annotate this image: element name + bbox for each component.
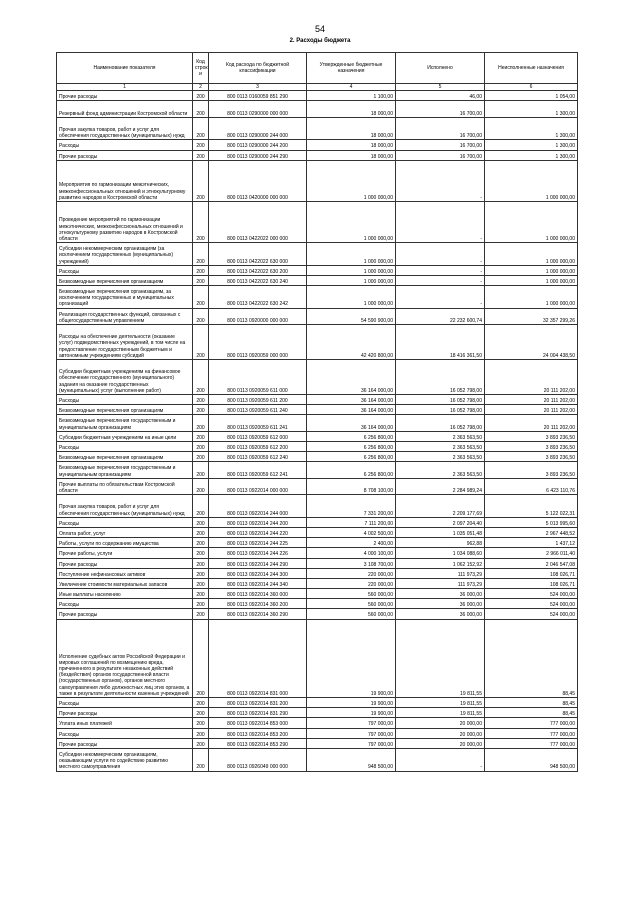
row-unexecuted: 20 111 202,00 <box>485 405 578 415</box>
table-row <box>57 117 578 140</box>
row-kbk: 800 0113 0922014 244 290 <box>209 558 307 568</box>
row-executed: 16 700,00 <box>396 101 485 117</box>
row-kbk: 800 0113 0922014 360 200 <box>209 599 307 609</box>
table-body <box>57 91 578 771</box>
row-line-code: 200 <box>193 708 209 718</box>
row-executed: 2 284 989,24 <box>396 478 485 494</box>
row-kbk: 800 0113 0922014 244 220 <box>209 527 307 537</box>
row-kbk: 800 0113 0926049 000 000 <box>209 748 307 771</box>
table-row <box>57 599 578 609</box>
row-name: Реализация государственных функций, связанных с общегосударственным управлением <box>57 308 193 324</box>
row-name: Исполнение судебных актов Российской Федерации и мировых соглашений по возмещению вреда, причиненного в результате незаконных действий (бездействия) органов государственной власти (государственных органов), органов местного самоуправления либо должностных лиц этих органов, а также в результате деятельности казенных учреждений <box>57 619 193 697</box>
table-row <box>57 431 578 441</box>
row-kbk: 800 0113 0922014 360 290 <box>209 609 307 619</box>
row-kbk: 800 0113 0422022 630 200 <box>209 265 307 275</box>
row-approved: 948 500,00 <box>307 748 396 771</box>
row-line-code: 200 <box>193 405 209 415</box>
row-approved: 6 256 800,00 <box>307 431 396 441</box>
row-name: Безвозмездные перечисления государственным и муниципальным организациям <box>57 415 193 431</box>
row-line-code: 200 <box>193 578 209 588</box>
row-line-code: 200 <box>193 478 209 494</box>
row-approved: 1 000 000,00 <box>307 243 396 266</box>
row-unexecuted: 20 111 202,00 <box>485 395 578 405</box>
row-line-code: 200 <box>193 160 209 201</box>
row-executed: 20 000,00 <box>396 728 485 738</box>
row-line-code: 200 <box>193 117 209 140</box>
row-unexecuted: 524 000,00 <box>485 589 578 599</box>
table-row <box>57 698 578 708</box>
row-kbk: 800 0113 0922014 831 200 <box>209 698 307 708</box>
row-executed: 36 000,00 <box>396 599 485 609</box>
row-kbk: 800 0113 0922014 244 226 <box>209 548 307 558</box>
row-line-code: 200 <box>193 538 209 548</box>
row-executed: 962,88 <box>396 538 485 548</box>
row-line-code: 200 <box>193 589 209 599</box>
row-unexecuted: 2 967 448,52 <box>485 527 578 537</box>
row-unexecuted: 777 000,00 <box>485 728 578 738</box>
row-line-code: 200 <box>193 517 209 527</box>
row-kbk: 800 0113 0922014 831 000 <box>209 619 307 697</box>
row-unexecuted: 108 026,71 <box>485 568 578 578</box>
row-kbk: 800 0113 0922014 000 000 <box>209 478 307 494</box>
row-kbk: 800 0113 0420000 000 000 <box>209 160 307 201</box>
table-row <box>57 150 578 160</box>
table-row <box>57 558 578 568</box>
row-name: Мероприятия по гармонизации межэтнических, межконфессиональных отношений и этнокультурному развитию народов в Костромской области <box>57 160 193 201</box>
row-line-code: 200 <box>193 415 209 431</box>
table-row <box>57 360 578 395</box>
row-name: Прочие расходы <box>57 150 193 160</box>
row-kbk: 800 0113 0922014 853 200 <box>209 728 307 738</box>
row-kbk: 800 0113 0922014 244 225 <box>209 538 307 548</box>
row-line-code: 200 <box>193 495 209 518</box>
row-line-code: 200 <box>193 325 209 360</box>
row-unexecuted: 6 423 110,76 <box>485 478 578 494</box>
row-approved: 220 000,00 <box>307 578 396 588</box>
page-number: 54 <box>314 24 325 34</box>
row-executed: 16 052 798,00 <box>396 415 485 431</box>
row-line-code: 200 <box>193 568 209 578</box>
row-approved: 18 000,00 <box>307 101 396 117</box>
row-approved: 797 000,00 <box>307 728 396 738</box>
row-line-code: 200 <box>193 265 209 275</box>
row-unexecuted: 777 000,00 <box>485 738 578 748</box>
row-name: Расходы <box>57 140 193 150</box>
row-line-code: 200 <box>193 101 209 117</box>
row-name: Прочая закупка товаров, работ и услуг для обеспечения государственных (муниципальных) нужд <box>57 117 193 140</box>
row-kbk: 800 0113 0422022 630 242 <box>209 286 307 309</box>
row-unexecuted: 1 300,00 <box>485 117 578 140</box>
table-row <box>57 568 578 578</box>
row-name: Работы, услуги по содержанию имущества <box>57 538 193 548</box>
table-row <box>57 748 578 771</box>
table-row <box>57 275 578 285</box>
row-approved: 36 164 000,00 <box>307 415 396 431</box>
row-approved: 36 164 000,00 <box>307 360 396 395</box>
row-approved: 36 164 000,00 <box>307 405 396 415</box>
row-unexecuted: 1 300,00 <box>485 150 578 160</box>
row-executed: 2 097 204,40 <box>396 517 485 527</box>
row-unexecuted: 2 046 547,08 <box>485 558 578 568</box>
row-kbk: 800 0113 0290000 000 000 <box>209 101 307 117</box>
row-executed: 16 700,00 <box>396 117 485 140</box>
table-row <box>57 589 578 599</box>
row-unexecuted: 1 300,00 <box>485 101 578 117</box>
row-executed: 46,00 <box>396 91 485 101</box>
row-approved: 1 000 000,00 <box>307 286 396 309</box>
row-executed: 19 811,55 <box>396 708 485 718</box>
section-title: 2. Расходы бюджета <box>289 38 351 44</box>
row-name: Безвозмездные перечисления организациям <box>57 405 193 415</box>
row-executed: - <box>396 160 485 201</box>
table-row <box>57 478 578 494</box>
row-executed: 18 416 361,50 <box>396 325 485 360</box>
row-approved: 797 000,00 <box>307 718 396 728</box>
row-executed: 2 363 563,50 <box>396 452 485 462</box>
table-row <box>57 442 578 452</box>
row-name: Прочие расходы <box>57 609 193 619</box>
row-executed: 36 000,00 <box>396 609 485 619</box>
header-name: Наименование показателя <box>57 53 193 84</box>
row-approved: 4 000 100,00 <box>307 548 396 558</box>
row-unexecuted: 3 893 236,50 <box>485 452 578 462</box>
row-executed: - <box>396 243 485 266</box>
row-unexecuted: 5 013 995,60 <box>485 517 578 527</box>
table-row <box>57 201 578 242</box>
row-line-code: 200 <box>193 462 209 478</box>
index-cell: 3 <box>209 84 307 91</box>
row-executed: 19 811,55 <box>396 619 485 697</box>
row-line-code: 200 <box>193 360 209 395</box>
row-executed: 16 700,00 <box>396 140 485 150</box>
row-unexecuted: 24 004 438,50 <box>485 325 578 360</box>
row-unexecuted: 88,45 <box>485 708 578 718</box>
row-kbk: 800 0113 0422022 630 000 <box>209 243 307 266</box>
index-cell: 1 <box>57 84 193 91</box>
row-line-code: 200 <box>193 286 209 309</box>
row-unexecuted: 5 122 022,31 <box>485 495 578 518</box>
row-unexecuted: 20 111 202,00 <box>485 360 578 395</box>
table-row <box>57 495 578 518</box>
row-executed: 16 052 798,00 <box>396 360 485 395</box>
row-unexecuted: 3 893 236,50 <box>485 431 578 441</box>
row-approved: 1 000 000,00 <box>307 201 396 242</box>
row-approved: 6 256 800,00 <box>307 442 396 452</box>
table-row <box>57 538 578 548</box>
row-approved: 7 331 200,00 <box>307 495 396 518</box>
row-approved: 19 900,00 <box>307 619 396 697</box>
row-approved: 19 900,00 <box>307 708 396 718</box>
row-unexecuted: 2 966 011,40 <box>485 548 578 558</box>
row-kbk: 800 0113 0922014 244 300 <box>209 568 307 578</box>
row-approved: 3 108 700,00 <box>307 558 396 568</box>
row-executed: 36 000,00 <box>396 589 485 599</box>
row-name: Расходы на обеспечение деятельности (оказание услуг) подведомственных учреждений, в том числе на предоставление государственным бюджетным и автономным учреждениям субсидий <box>57 325 193 360</box>
row-executed: - <box>396 748 485 771</box>
row-unexecuted: 1 000 000,00 <box>485 286 578 309</box>
row-kbk: 800 0113 0422022 630 240 <box>209 275 307 285</box>
row-name: Иные выплаты населению <box>57 589 193 599</box>
row-kbk: 800 0113 0290000 244 200 <box>209 140 307 150</box>
table-row <box>57 578 578 588</box>
row-approved: 54 590 900,00 <box>307 308 396 324</box>
row-executed: 16 052 798,00 <box>396 405 485 415</box>
row-name: Безвозмездные перечисления организациям, за исключением государственных и муниципальных организаций <box>57 286 193 309</box>
table-row <box>57 517 578 527</box>
row-name: Расходы <box>57 265 193 275</box>
table-index-row <box>57 84 578 91</box>
row-executed: 1 034 088,60 <box>396 548 485 558</box>
table-row <box>57 527 578 537</box>
row-approved: 797 000,00 <box>307 738 396 748</box>
table-row <box>57 738 578 748</box>
index-cell: 6 <box>485 84 578 91</box>
row-name: Расходы <box>57 442 193 452</box>
row-executed: 19 811,55 <box>396 698 485 708</box>
header-line-code: Код строк и <box>193 53 209 84</box>
index-cell: 2 <box>193 84 209 91</box>
table-row <box>57 728 578 738</box>
row-approved: 2 400,00 <box>307 538 396 548</box>
row-kbk: 800 0113 0920000 000 000 <box>209 308 307 324</box>
row-executed: 22 232 600,74 <box>396 308 485 324</box>
row-unexecuted: 1 000 000,00 <box>485 201 578 242</box>
row-unexecuted: 1 000 000,00 <box>485 160 578 201</box>
table-row <box>57 452 578 462</box>
row-name: Прочие расходы <box>57 91 193 101</box>
row-kbk: 800 0113 0920059 611 241 <box>209 415 307 431</box>
row-executed: - <box>396 201 485 242</box>
row-unexecuted: 777 000,00 <box>485 718 578 728</box>
row-kbk: 800 0113 0920059 612 240 <box>209 452 307 462</box>
row-executed: 20 000,00 <box>396 718 485 728</box>
row-executed: 1 062 152,92 <box>396 558 485 568</box>
row-line-code: 200 <box>193 431 209 441</box>
row-kbk: 800 0113 0920059 611 000 <box>209 360 307 395</box>
row-executed: - <box>396 275 485 285</box>
row-name: Прочие расходы <box>57 738 193 748</box>
row-unexecuted: 3 893 236,50 <box>485 442 578 452</box>
row-approved: 6 256 800,00 <box>307 462 396 478</box>
row-unexecuted: 524 000,00 <box>485 609 578 619</box>
row-approved: 19 900,00 <box>307 698 396 708</box>
row-unexecuted: 948 500,00 <box>485 748 578 771</box>
row-unexecuted: 524 000,00 <box>485 599 578 609</box>
row-name: Прочие выплаты по обязательствам Костромской области <box>57 478 193 494</box>
row-unexecuted: 1 437,12 <box>485 538 578 548</box>
row-kbk: 800 0113 0160059 851 290 <box>209 91 307 101</box>
row-kbk: 800 0113 0920059 000 000 <box>209 325 307 360</box>
header-approved: Утвержденные бюджетные назначения <box>307 53 396 84</box>
row-kbk: 800 0113 0922014 244 200 <box>209 517 307 527</box>
table-row <box>57 140 578 150</box>
row-name: Прочая закупка товаров, работ и услуг для обеспечения государственных (муниципальных) нужд <box>57 495 193 518</box>
table-row <box>57 265 578 275</box>
table-row <box>57 718 578 728</box>
expenses-table <box>56 52 578 772</box>
row-executed: - <box>396 286 485 309</box>
row-name: Увеличение стоимости материальных запасов <box>57 578 193 588</box>
row-line-code: 200 <box>193 527 209 537</box>
index-cell: 5 <box>396 84 485 91</box>
row-executed: 111 973,29 <box>396 568 485 578</box>
row-approved: 1 000 000,00 <box>307 160 396 201</box>
row-name: Субсидии некоммерческим организациям (за исключением государственных (муниципальных) учреждений) <box>57 243 193 266</box>
row-executed: 2 363 563,50 <box>396 431 485 441</box>
row-name: Субсидии бюджетным учреждениям на иные цели <box>57 431 193 441</box>
row-name: Расходы <box>57 599 193 609</box>
row-unexecuted: 88,45 <box>485 619 578 697</box>
table-row <box>57 286 578 309</box>
row-kbk: 800 0113 0290000 244 000 <box>209 117 307 140</box>
table-row <box>57 548 578 558</box>
row-line-code: 200 <box>193 609 209 619</box>
row-approved: 36 164 000,00 <box>307 395 396 405</box>
row-line-code: 200 <box>193 718 209 728</box>
row-line-code: 200 <box>193 395 209 405</box>
row-unexecuted: 3 893 236,50 <box>485 462 578 478</box>
row-approved: 6 256 800,00 <box>307 452 396 462</box>
row-name: Поступление нефинансовых активов <box>57 568 193 578</box>
table-row <box>57 91 578 101</box>
row-name: Оплата работ, услуг <box>57 527 193 537</box>
row-unexecuted: 88,45 <box>485 698 578 708</box>
row-line-code: 200 <box>193 442 209 452</box>
row-approved: 1 100,00 <box>307 91 396 101</box>
row-line-code: 200 <box>193 698 209 708</box>
row-line-code: 200 <box>193 150 209 160</box>
row-unexecuted: 1 300,00 <box>485 140 578 150</box>
row-line-code: 200 <box>193 452 209 462</box>
row-approved: 560 000,00 <box>307 609 396 619</box>
row-name: Уплата иных платежей <box>57 718 193 728</box>
row-line-code: 200 <box>193 599 209 609</box>
row-kbk: 800 0113 0922014 853 290 <box>209 738 307 748</box>
row-kbk: 800 0113 0920059 611 200 <box>209 395 307 405</box>
row-executed: - <box>396 265 485 275</box>
row-name: Безвозмездные перечисления организациям <box>57 452 193 462</box>
row-line-code: 200 <box>193 558 209 568</box>
row-approved: 8 708 100,00 <box>307 478 396 494</box>
row-name: Прочие расходы <box>57 558 193 568</box>
row-name: Субсидии бюджетным учреждениям на финансовое обеспечение государственного (муниципального) задания на оказание государственных (муниципальных) услуг (выполнение работ) <box>57 360 193 395</box>
row-approved: 18 000,00 <box>307 140 396 150</box>
row-unexecuted: 1 000 000,00 <box>485 275 578 285</box>
row-line-code: 200 <box>193 308 209 324</box>
row-unexecuted: 1 054,00 <box>485 91 578 101</box>
row-line-code: 200 <box>193 619 209 697</box>
row-executed: 2 363 563,50 <box>396 442 485 452</box>
row-name: Расходы <box>57 395 193 405</box>
row-unexecuted: 108 026,71 <box>485 578 578 588</box>
row-unexecuted: 1 000 000,00 <box>485 243 578 266</box>
row-approved: 1 000 000,00 <box>307 265 396 275</box>
row-kbk: 800 0113 0920059 612 241 <box>209 462 307 478</box>
row-executed: 1 035 051,48 <box>396 527 485 537</box>
row-kbk: 800 0113 0922014 853 000 <box>209 718 307 728</box>
row-line-code: 200 <box>193 91 209 101</box>
row-unexecuted: 20 111 202,00 <box>485 415 578 431</box>
row-line-code: 200 <box>193 738 209 748</box>
row-name: Прочие расходы <box>57 708 193 718</box>
row-approved: 18 000,00 <box>307 117 396 140</box>
row-approved: 560 000,00 <box>307 589 396 599</box>
table-row <box>57 415 578 431</box>
table-row <box>57 101 578 117</box>
row-executed: 16 052 798,00 <box>396 395 485 405</box>
table-row <box>57 462 578 478</box>
row-name: Расходы <box>57 517 193 527</box>
row-line-code: 200 <box>193 243 209 266</box>
row-name: Проведение мероприятий по гармонизации межэтнических, межконфессиональных отношений и этнокультурному развитию народов в Костромской области <box>57 201 193 242</box>
header-kbk: Код расхода по бюджетной классификации <box>209 53 307 84</box>
row-name: Прочие работы, услуги <box>57 548 193 558</box>
row-approved: 7 111 200,00 <box>307 517 396 527</box>
row-kbk: 800 0113 0422022 000 000 <box>209 201 307 242</box>
header-unexecuted: Неисполненные назначения <box>485 53 578 84</box>
index-cell: 4 <box>307 84 396 91</box>
row-executed: 2 209 177,69 <box>396 495 485 518</box>
row-kbk: 800 0113 0922014 244 000 <box>209 495 307 518</box>
row-line-code: 200 <box>193 275 209 285</box>
table-row <box>57 708 578 718</box>
row-approved: 560 000,00 <box>307 599 396 609</box>
row-line-code: 200 <box>193 140 209 150</box>
row-kbk: 800 0113 0922014 831 290 <box>209 708 307 718</box>
row-line-code: 200 <box>193 728 209 738</box>
row-line-code: 200 <box>193 201 209 242</box>
table-row <box>57 308 578 324</box>
row-executed: 2 363 563,50 <box>396 462 485 478</box>
row-kbk: 800 0113 0920059 612 000 <box>209 431 307 441</box>
table-row <box>57 325 578 360</box>
row-name: Резервный фонд администрации Костромской области <box>57 101 193 117</box>
row-executed: 16 700,00 <box>396 150 485 160</box>
row-approved: 42 420 800,00 <box>307 325 396 360</box>
row-name: Расходы <box>57 728 193 738</box>
row-name: Безвозмездные перечисления государственным и муниципальным организациям <box>57 462 193 478</box>
row-name: Субсидии некоммерческим организациям, оказывающим услуги по содействию развитию местного самоуправления <box>57 748 193 771</box>
table-row <box>57 243 578 266</box>
row-kbk: 800 0113 0922014 244 340 <box>209 578 307 588</box>
header-executed: Исполнено <box>396 53 485 84</box>
row-approved: 18 000,00 <box>307 150 396 160</box>
row-line-code: 200 <box>193 548 209 558</box>
row-name: Расходы <box>57 698 193 708</box>
row-unexecuted: 32 357 299,26 <box>485 308 578 324</box>
table-row <box>57 609 578 619</box>
table-row <box>57 405 578 415</box>
table-header-row <box>57 53 578 84</box>
row-approved: 220 000,00 <box>307 568 396 578</box>
table-row <box>57 619 578 697</box>
row-name: Безвозмездные перечисления организациям <box>57 275 193 285</box>
table-row <box>57 395 578 405</box>
row-executed: 20 000,00 <box>396 738 485 748</box>
row-unexecuted: 1 000 000,00 <box>485 265 578 275</box>
row-kbk: 800 0113 0290000 244 290 <box>209 150 307 160</box>
row-kbk: 800 0113 0922014 360 000 <box>209 589 307 599</box>
row-kbk: 800 0113 0920059 612 200 <box>209 442 307 452</box>
row-executed: 111 973,29 <box>396 578 485 588</box>
row-kbk: 800 0113 0920059 611 240 <box>209 405 307 415</box>
table-row <box>57 160 578 201</box>
row-line-code: 200 <box>193 748 209 771</box>
row-approved: 1 000 000,00 <box>307 275 396 285</box>
row-approved: 4 002 500,00 <box>307 527 396 537</box>
